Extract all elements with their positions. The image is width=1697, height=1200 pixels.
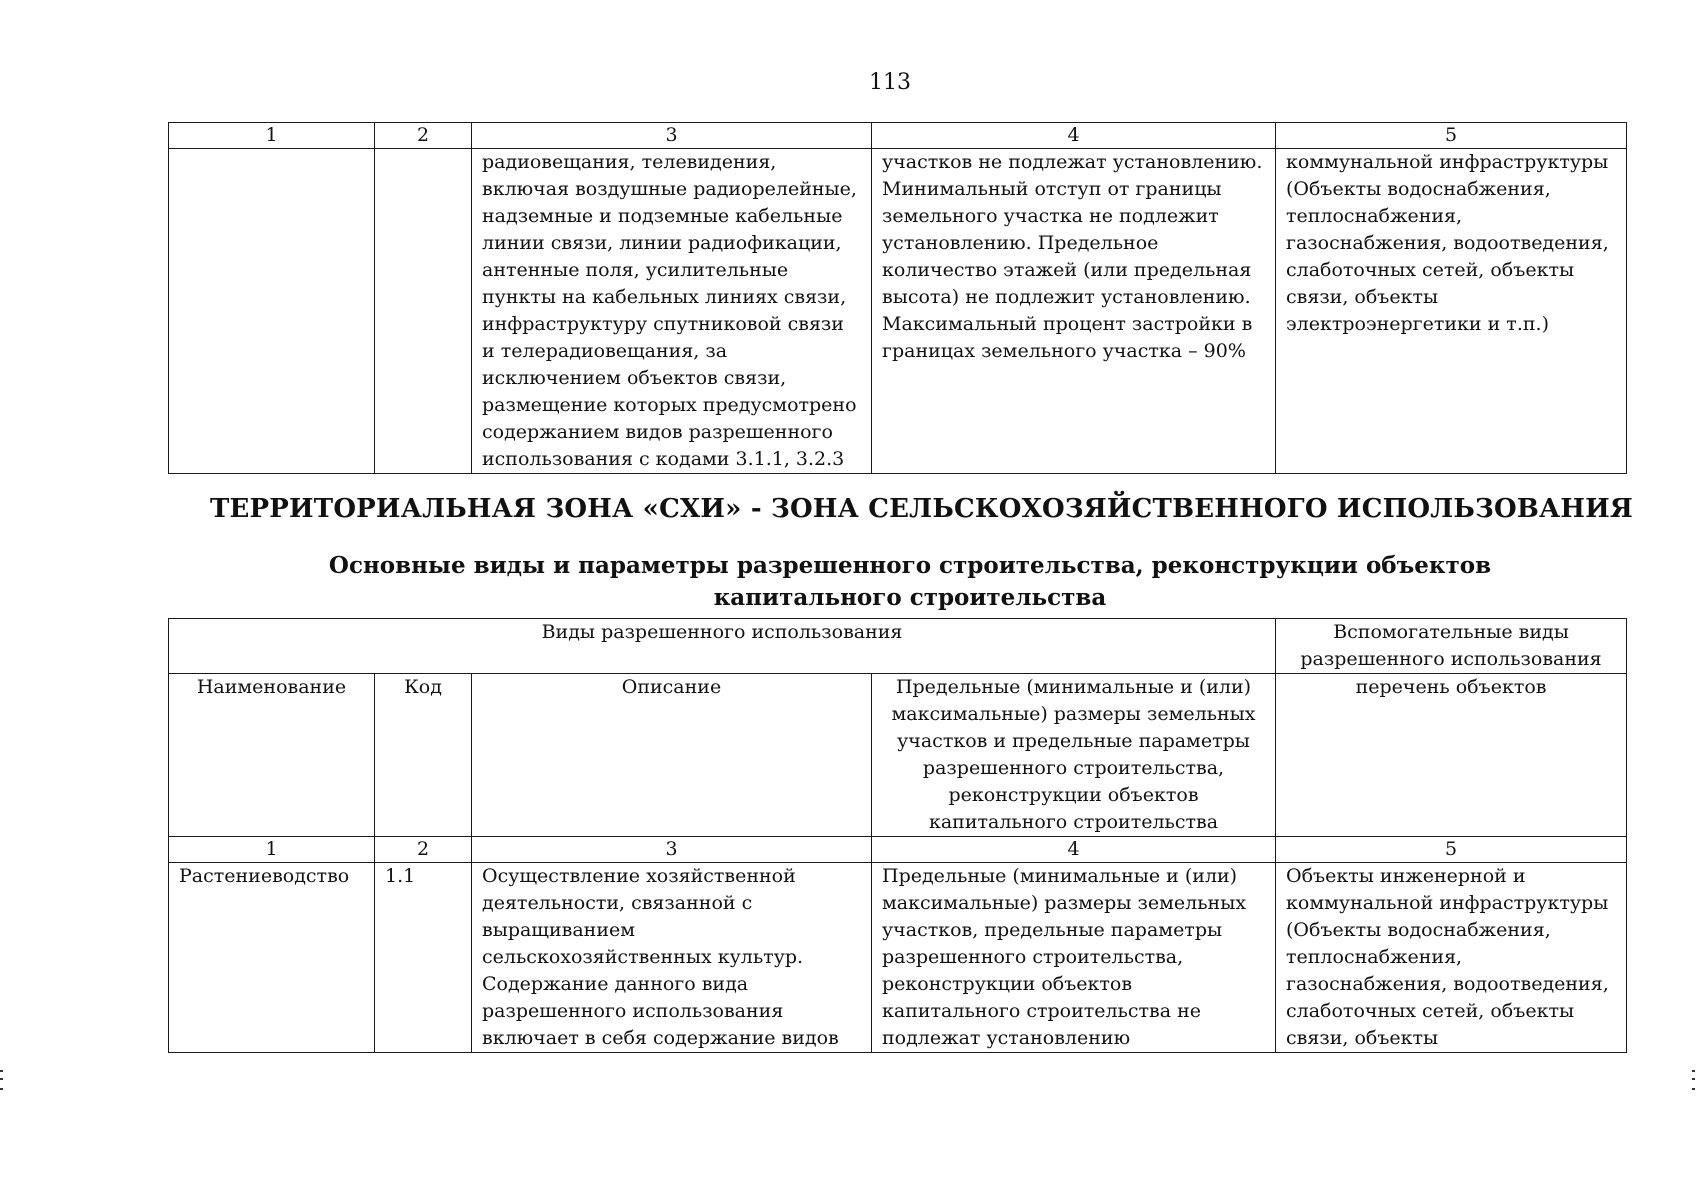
group-header-row — [169, 619, 1627, 674]
column-number: 2 — [375, 837, 472, 863]
column-number: 3 — [472, 123, 872, 149]
column-number: 5 — [1276, 837, 1627, 863]
description-cell: Осуществление хозяйственной деятельности, связанной с выращиванием сельскохозяйственных культур. Содержание данного вида разрешенного использования включает в себя содержание видов — [472, 863, 872, 1053]
parameters-cell: Предельные (минимальные и (или) максимальные) размеры земельных участков, предельные параметры разрешенного строительства, реконструкции объектов капитального строительства не подлежат установлению — [872, 863, 1276, 1053]
column-number: 1 — [169, 123, 375, 149]
column-number-row — [169, 837, 1627, 863]
column-number: 4 — [872, 837, 1276, 863]
description-cell: радиовещания, телевидения, включая воздушные радиорелейные, надземные и подземные кабельные линии связи, линии радиофикации, антенные поля, усилительные пункты на кабельных линиях связи, инфраструктуру спутниковой связи и телерадиовещания, за исключением объектов связи, размещение которых предусмотрено содержанием видов разрешенного использования с кодами 3.1.1, 3.2.3 — [472, 149, 872, 474]
auxiliary-cell: Объекты инженерной и коммунальной инфраструктуры (Объекты водоснабжения, теплоснабжения, газоснабжения, водоотведения, слаботочных сетей, объекты связи, объекты — [1276, 863, 1627, 1053]
zone-title: ТЕРРИТОРИАЛЬНАЯ ЗОНА «СХИ» - ЗОНА СЕЛЬСКОХОЗЯЙСТВЕННОГО ИСПОЛЬЗОВАНИЯ — [209, 494, 1634, 524]
column-number: 4 — [872, 123, 1276, 149]
section-subtitle: Основные виды и параметры разрешенного строительства, реконструкции объектов капитального строительства — [328, 552, 1492, 611]
column-number-row — [169, 123, 1627, 149]
code-cell — [375, 149, 472, 474]
right-scan-mark — [1692, 1070, 1695, 1090]
auxiliary-cell: коммунальной инфраструктуры (Объекты водоснабжения, теплоснабжения, газоснабжения, водоотведения, слаботочных сетей, объекты связи, объекты электроэнергетики и т.п.) — [1276, 149, 1627, 474]
continuation-table — [168, 122, 1627, 474]
column-number: 5 — [1276, 123, 1627, 149]
name-cell — [169, 149, 375, 474]
parameters-header: Предельные (минимальные и (или) максимальные) размеры земельных участков и предельные параметры разрешенного строительства, реконструкции объектов капитального строительства — [872, 674, 1276, 837]
auxiliary-uses-header: Вспомогательные виды разрешенного использования — [1276, 619, 1627, 674]
code-cell: 1.1 — [375, 863, 472, 1053]
name-header: Наименование — [169, 674, 375, 837]
zone-table — [168, 618, 1627, 1053]
column-number: 1 — [169, 837, 375, 863]
left-scan-mark — [0, 1070, 3, 1090]
object-list-header: перечень объектов — [1276, 674, 1627, 837]
description-header: Описание — [472, 674, 872, 837]
table-row — [169, 149, 1627, 474]
column-number: 3 — [472, 837, 872, 863]
page-number: 113 — [869, 70, 911, 95]
code-header: Код — [375, 674, 472, 837]
column-header-row — [169, 674, 1627, 837]
column-number: 2 — [375, 123, 472, 149]
parameters-cell: участков не подлежат установлению. Минимальный отступ от границы земельного участка не подлежит установлению. Предельное количество этажей (или предельная высота) не подлежит установлению. Максимальный процент застройки в границах земельного участка – 90% — [872, 149, 1276, 474]
table-row — [169, 863, 1627, 1053]
name-cell: Растениеводство — [169, 863, 375, 1053]
main-uses-header: Виды разрешенного использования — [169, 619, 1276, 674]
